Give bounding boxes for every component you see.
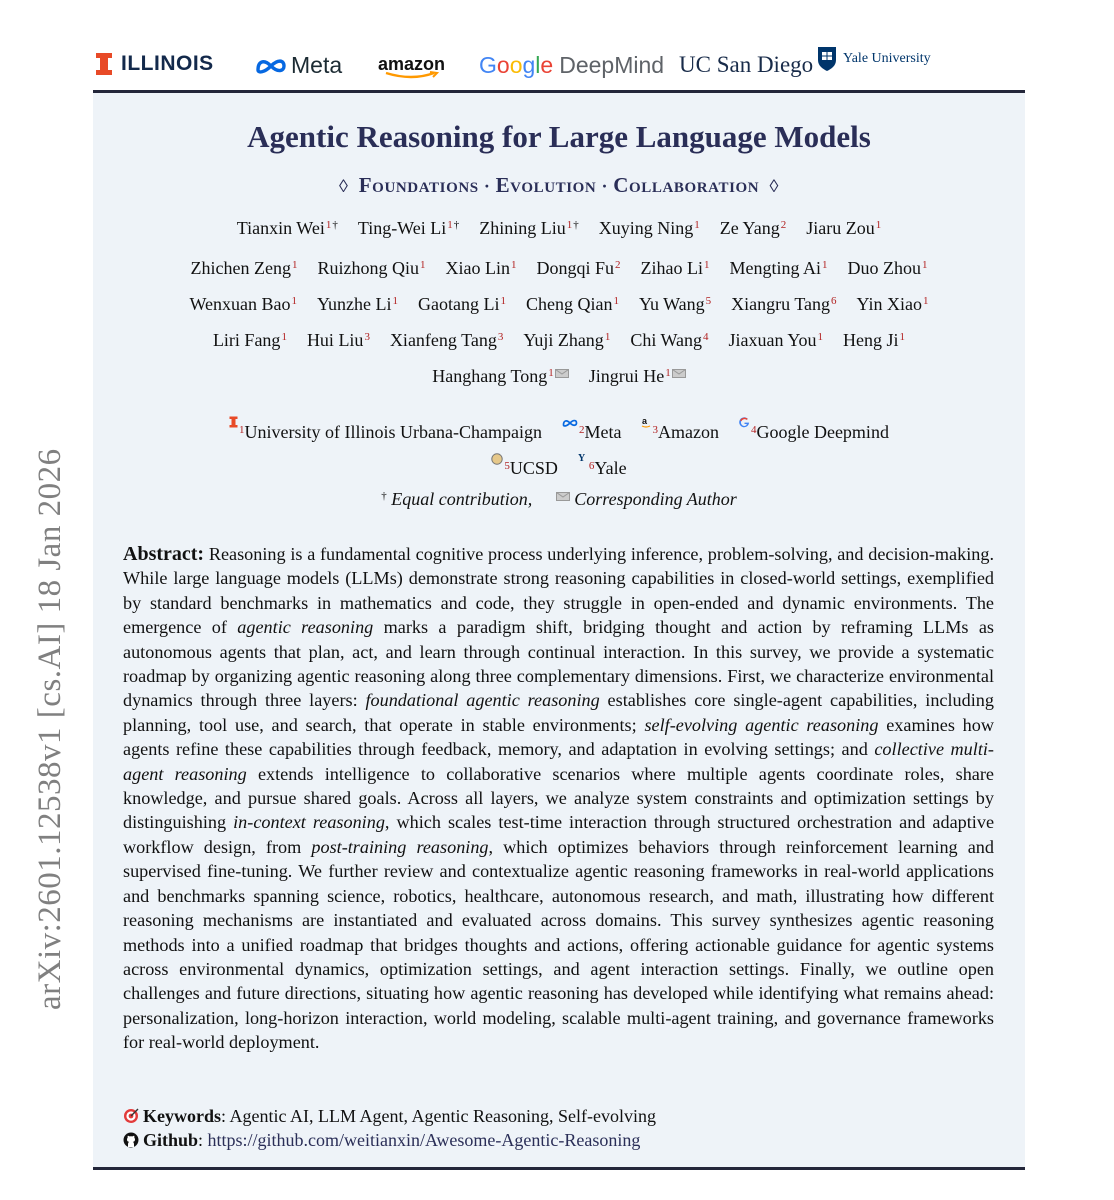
google-icon [739,417,750,436]
illinois-logo [95,52,214,76]
author-name: Zhichen Zeng [190,258,291,278]
author-name: Xiao Lin [445,258,510,278]
paper-subtitle [93,173,1025,198]
author-affiliation-number: 1 [703,259,710,271]
author-affiliation-number: 1 [875,219,882,231]
author [847,258,927,279]
author-affiliation-number: 1 [447,219,453,231]
abstract-segment: , which optimizes behaviors through reinforcement learning and supervised fine-tuning. We further review and contextualize agentic reasoning frameworks in real-world applications and benchmarks spanning science, robotics, healthcare, autonomous research, and math, illustrating how different reasoning mechanisms are instantiated and evaluated across domains. This survey synthesizes agentic reasoning methods into a unified roadmap that bridges thoughts and actions, offering actionable guidance for agentic systems across environmental dynamics, optimization settings, and agent interaction settings. Finally, we outline open challenges and future directions, situating how agentic reasoning has developed while identifying what remains ahead: personalization, long-horizon interaction, world modeling, scalable multi-agent training, and governance frameworks for real-world deployment. [123,836,994,1053]
author-name: Jiaxuan You [728,330,817,350]
author [589,366,686,387]
dagger-mark: † [332,219,338,231]
github-row: Github: https://github.com/weitianxin/Awesome-Agentic-Reasoning [123,1128,656,1152]
author [191,258,298,279]
author-row [93,330,1025,351]
author-name: Zhining Liu [479,218,566,238]
author-affiliation-number: 5 [705,295,712,307]
author [729,258,827,279]
abstract-segment: Reasoning is a fundamental cognitive process underlying inference, problem-solving, and decision-making. While large language models (LLMs) demonstrate strong reasoning capabilities in closed-world settings, exemplified by standard benchmarks in mathematics and code, they struggle in open-ended and dynamic environments. The emergence of [123,544,994,638]
author-name: Mengting Ai [729,258,821,278]
author-name: Ze Yang [719,218,780,238]
mail-icon [672,369,686,378]
author-name: Yunzhe Li [316,294,392,314]
paper-front-panel [93,90,1025,1170]
affiliation-number: 5 [504,460,510,472]
target-icon [123,1108,139,1124]
author [857,294,929,315]
illinois-i-icon [95,52,113,76]
meta-infinity-icon [255,57,287,75]
author-row [93,294,1025,315]
author [237,218,338,239]
author-affiliation-number: 1 [510,259,517,271]
author-affiliation-number: 1 [548,367,554,379]
abstract-label: Abstract: [123,543,205,565]
yale-icon [578,452,588,472]
svg-text:a: a [642,416,648,426]
subtitle-item-collaboration: Collaboration [613,173,760,197]
keywords-value: Agentic AI, LLM Agent, Agentic Reasoning, Self-evolving [229,1106,656,1126]
diamond-left-icon: ◊ [339,176,349,196]
author-affiliation-number: 1 [566,219,573,231]
author-name: Hui Liu [306,330,364,350]
affiliation-number: 3 [652,424,658,436]
illinois-icon [229,416,238,436]
author-affiliation-number: 1 [665,367,671,379]
author-name: Liri Fang [212,330,281,350]
author-name: Xuying Ning [598,218,694,238]
author-name: Wenxuan Bao [189,294,291,314]
author-name: Gaotang Li [417,294,500,314]
subtitle-separator: · [483,176,491,196]
author-affiliation-number: 6 [831,295,837,307]
affiliation [578,452,627,479]
amazon-logo-text: amazon [378,54,446,74]
author-name: Yin Xiao [856,294,923,314]
abstract-emphasis: post-training reasoning [311,836,489,857]
author-name: Chi Wang [630,330,703,350]
yale-logo-text: Yale University [843,51,931,66]
author [189,294,297,315]
svg-text:Y: Y [577,453,586,464]
affiliation-name: Yale [594,458,627,478]
abstract-emphasis: foundational agentic reasoning [365,690,600,711]
abstract-text [123,542,994,1055]
amazon-smile-icon [384,71,440,79]
author [307,330,370,351]
author-affiliation-number: 2 [614,259,621,271]
ucsd-logo [679,52,813,78]
author-affiliation-number: 1 [899,331,906,343]
author-affiliation-number: 1 [694,219,700,231]
github-label: Github [143,1130,199,1150]
author-affiliation-number: 1 [291,295,297,307]
author-name: Dongqi Fu [536,258,614,278]
author-name: Heng Ji [843,330,899,350]
yale-logo [817,46,931,72]
author-affiliation-number: 1 [613,295,619,307]
author [806,218,881,239]
mail-icon [556,492,570,501]
author-affiliation-number: 1 [281,331,287,343]
author-affiliation-number: 1 [817,331,824,343]
diamond-right-icon: ◊ [769,176,779,196]
affiliation-name: Meta [584,422,622,442]
author [479,218,579,239]
author [432,366,568,387]
author-name: Jingrui He [588,366,665,386]
author [536,258,620,279]
affiliation-name: UCSD [509,458,558,478]
abstract-body [123,544,994,1052]
affiliation [739,417,889,443]
author [630,330,708,351]
author-affiliation-number: 1 [604,331,611,343]
author [523,330,610,351]
author [843,330,905,351]
affiliation-name: Amazon [657,422,719,442]
author [639,294,711,315]
abstract-segment: marks a paradigm shift, bridging thought and action by reframing LLMs as autonomous agents that plan, act, and learn through continual interaction. In this survey, we provide a systematic roadmap by organizing agentic reasoning along three complementary dimensions. First, we characterize environmental dynamics through three layers: [123,617,995,711]
author-affiliation-number: 1 [500,295,506,307]
subtitle-separator: · [601,176,609,196]
github-icon [123,1132,139,1148]
abstract-segment: , which scales test-time interaction through structured orchestration and adaptive workflow design, from [123,812,995,857]
affiliation-name: Google Deepmind [756,422,889,442]
affiliation [562,418,621,443]
yale-shield-icon [817,46,837,72]
author-affiliation-number: 1 [923,295,929,307]
corresponding-author-note: Corresponding Author [574,489,737,509]
author-affiliation-number: 3 [364,331,370,343]
subtitle-item-foundations: Foundations [358,173,479,197]
dagger-mark: † [381,490,387,502]
author-name: Xianfeng Tang [389,330,497,350]
ucsd-logo-text: UC San Diego [679,52,814,77]
author-affiliation-number: 4 [703,331,709,343]
author-affiliation-number: 3 [497,331,504,343]
affiliation-row [93,452,1025,479]
author [317,294,398,315]
author [729,330,824,351]
author-affiliation-number: 1 [821,259,828,271]
affiliation-number: 2 [579,424,585,436]
equal-contribution-note: Equal contribution, [391,489,533,509]
author-affiliation-number: 2 [780,219,787,231]
author-name: Zihao Li [640,258,703,278]
author-name: Yu Wang [638,294,705,314]
author [418,294,506,315]
keywords-section [123,1104,656,1152]
author-name: Cheng Qian [525,294,613,314]
author [640,258,709,279]
affiliation [491,453,558,479]
ucsd-icon [491,453,503,472]
affiliation-number: 4 [750,424,757,436]
affiliation-row [93,416,1025,443]
dagger-mark: † [573,219,579,231]
author-name: Ruizhong Qiu [317,258,419,278]
abstract-segment: extends intelligence to collaborative scenarios where multiple agents coordinate roles, share knowledge, and pursue shared goals. Across all layers, we analyze system constraints and optimization settings by distinguishing [123,763,994,833]
author [213,330,287,351]
affiliation [641,416,718,443]
author-row [93,366,1025,387]
author-affiliation-number: 1 [392,295,398,307]
author-affiliation-number: 1 [921,259,928,271]
author-name: Ting-Wei Li [357,218,447,238]
arxiv-identifier-stamp: arXiv:2601.12538v1 [cs.AI] 18 Jan 2026 [32,448,68,1010]
author [731,294,836,315]
abstract-segment: establishes core single-agent capabilities, including planning, tool use, and search, that operate in stable environments; [123,690,994,735]
meta-icon [562,418,578,436]
author-name: Xiangru Tang [731,294,831,314]
affiliation-number: 1 [239,424,245,436]
illinois-logo-text: ILLINOIS [121,52,214,75]
author-name: Duo Zhou [847,258,921,278]
author [390,330,503,351]
google-deepmind-logo [479,52,664,79]
author-affiliation-number: 1 [419,259,426,271]
abstract-emphasis: self-evolving agentic reasoning [644,714,879,735]
affiliation [229,416,542,443]
author-row [93,218,1025,239]
author [599,218,700,239]
deepmind-logo-text: DeepMind [559,52,665,78]
author [358,218,459,239]
meta-logo [255,52,342,79]
google-logo-text: Google [479,52,554,78]
author [720,218,787,239]
author-row [93,258,1025,279]
author-affiliation-number: 1 [291,259,298,271]
author-name: Hanghang Tong [432,366,548,386]
author-name: Tianxin Wei [236,218,325,238]
dagger-mark: † [453,219,460,231]
affiliation-name: University of Illinois Urbana-Champaign [244,422,542,442]
abstract-emphasis: in-context reasoning [233,812,385,833]
keywords-row: Keywords: Agentic AI, LLM Agent, Agentic Reasoning, Self-evolving [123,1104,656,1128]
author [526,294,619,315]
author-name: Jiaru Zou [806,218,875,238]
amazon-logo [378,54,445,79]
amazon-icon [641,416,651,436]
affiliation-number: 6 [588,460,595,472]
author [317,258,425,279]
author [445,258,516,279]
keywords-label: Keywords [143,1106,221,1126]
meta-logo-text: Meta [291,52,343,78]
mail-icon [555,369,569,378]
author-name: Yuji Zhang [523,330,604,350]
paper-title: Agentic Reasoning for Large Language Models [247,119,871,154]
github-link[interactable]: https://github.com/weitianxin/Awesome-Agentic-Reasoning [207,1130,641,1150]
author-affiliation-number: 1 [325,219,332,231]
author-notes [93,489,1025,510]
subtitle-item-evolution: Evolution [495,173,597,197]
institution-logos [95,46,945,90]
abstract-emphasis: agentic reasoning [237,617,374,638]
abstract-segment: examines how agents refine these capabilities through feedback, memory, and adaptation in evolving settings; and [123,714,994,760]
abstract-emphasis: collective multi-agent reasoning [123,739,994,784]
